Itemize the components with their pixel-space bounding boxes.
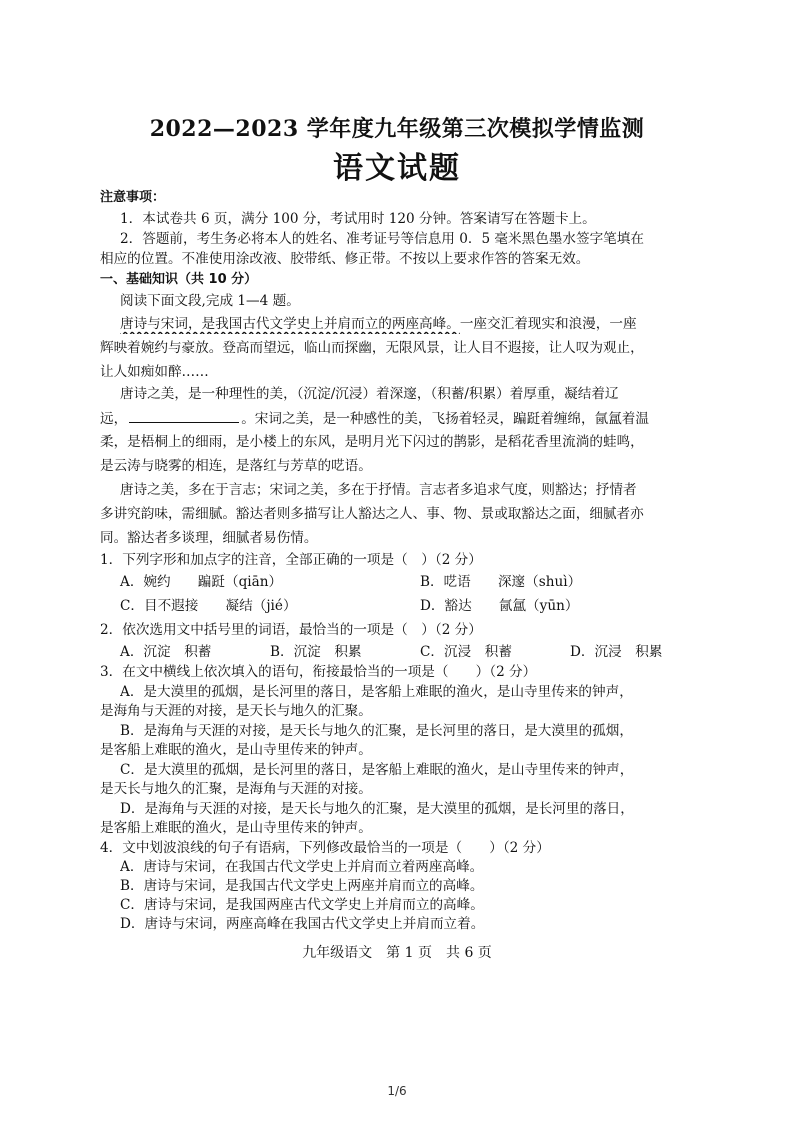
section-instruction: 阅读下面文段,完成 1—4 题。 [120, 293, 300, 309]
question-3-option-c-cont: 是天长与地久的汇聚，是海角与天涯的对接。 [100, 781, 372, 797]
notice-item-2a: 2．答题前，考生务必将本人的姓名、准考证号等信息用 0．5 毫米黑色墨水签字笔填在 [120, 231, 644, 247]
question-2-option-d: D．沉浸 积累 [570, 644, 663, 660]
question-3-option-d: D．是海角与天涯的对接，是天长与地久的汇聚，是大漠里的孤烟，是长河里的落日， [120, 801, 634, 817]
passage-text: 一座交汇着现实和浪漫，一座 [459, 316, 637, 332]
passage-line: 辉映着婉约与豪放。登高而望远，临山而探幽，无限风景，让人目不遐接，让人叹为观止， [100, 340, 644, 356]
notice-item-1: 1．本试卷共 6 页，满分 100 分，考试用时 120 分钟。答案请写在答题卡上。 [120, 211, 596, 227]
passage-line: 同。豁达者多谈理，细腻者易伤情。 [100, 530, 318, 546]
question-3-option-c: C．是大漠里的孤烟，是长河里的落日，是客船上难眠的渔火，是山寺里传来的钟声， [120, 762, 634, 778]
passage-line: 唐诗之美，多在于言志；宋词之美，多在于抒情。言志者多追求气度，则豁达；抒情者 [120, 482, 637, 498]
question-4-option-c: C．唐诗与宋词，是我国两座古代文学史上并肩而立的高峰。 [120, 897, 484, 913]
passage-line: 柔，是梧桐上的细雨，是小楼上的东风，是明月光下闪过的鹊影，是稻花香里流淌的蛙鸣， [100, 434, 644, 450]
question-3-option-b: B．是海角与天涯的对接，是天长与地久的汇聚，是长河里的落日，是大漠里的孤烟， [120, 723, 633, 739]
passage-line [120, 314, 710, 334]
notice-heading: 注意事项： [100, 190, 166, 205]
question-4-stem: 4．文中划波浪线的句子有语病，下列修改最恰当的一项是（ ）（2 分） [100, 840, 550, 856]
question-3-stem: 3．在文中横线上依次填入的语句，衔接最恰当的一项是（ ）（2 分） [100, 664, 537, 680]
question-2-option-c: C．沉浸 积蓄 [420, 644, 512, 660]
question-2-option-a: A．沉淀 积蓄 [120, 644, 212, 660]
exam-subject: 语文试题 [333, 151, 461, 186]
question-2-option-b: B．沉淀 积累 [270, 644, 362, 660]
question-1-option-b: B．呓语 深邃（shuì） [420, 574, 582, 590]
question-4-option-b: B．唐诗与宋词，是我国古代文学史上两座并肩而立的高峰。 [120, 878, 484, 894]
notice-item-2b: 相应的位置。不准使用涂改液、胶带纸、修正带。不按以上要求作答的答案无效。 [100, 251, 590, 267]
question-4-option-a: A．唐诗与宋词，在我国古代文学史上并肩而立着两座高峰。 [120, 859, 484, 875]
fill-in-blank [129, 408, 239, 423]
question-1-option-a: A．婉约 蹁跹（qiān） [120, 574, 283, 590]
question-2-stem: 2．依次选用文中括号里的词语，最恰当的一项是（ ）（2 分） [100, 622, 482, 638]
question-3-option-a: A．是大漠里的孤烟，是长河里的落日，是客船上难眠的渔火，是山寺里传来的钟声， [120, 684, 633, 700]
page-footer: 九年级语文 第 1 页 共 6 页 [302, 945, 492, 961]
question-1-option-c: C．目不遐接 凝结（jié） [120, 598, 297, 614]
section-heading: 一、基础知识（共 10 分） [100, 272, 258, 287]
page-number: 1/6 [387, 1084, 407, 1098]
passage-line: 唐诗之美，是一种理性的美，（沉淀/沉浸）着深邃，（积蓄/积累）着厚重，凝结着辽 [120, 386, 619, 402]
passage-line: 多讲究韵味，需细腻。豁达者则多描写让人豁达之人、事、物、景或取豁达之面，细腻者亦 [100, 506, 644, 522]
passage-line [100, 408, 710, 429]
exam-title: 2022—2023 学年度九年级第三次模拟学情监测 [149, 116, 645, 142]
passage-line: 让人如痴如醉…… [100, 364, 209, 380]
question-4-option-d: D．唐诗与宋词，两座高峰在我国古代文学史上并肩而立着。 [120, 916, 485, 932]
passage-line: 是云涛与晓雾的相连，是落红与芳草的呓语。 [100, 458, 372, 474]
question-1-option-d: D．豁达 氤氲（yūn） [420, 598, 579, 614]
question-3-option-d-cont: 是客船上难眠的渔火，是山寺里传来的钟声。 [100, 820, 372, 836]
passage-text: 。宋词之美，是一种感性的美，飞扬着轻灵，蹁跹着缠绵，氤氲着温 [241, 411, 649, 427]
passage-text: 远， [100, 411, 128, 427]
question-3-option-a-cont: 是海角与天涯的对接，是天长与地久的汇聚。 [100, 703, 372, 719]
wavy-underlined-sentence: 唐诗与宋词，是我国古代文学史上并肩而立的两座高峰。 [120, 316, 460, 332]
question-1-stem: 1．下列字形和加点字的注音，全部正确的一项是（ ）（2 分） [100, 552, 482, 568]
question-3-option-b-cont: 是客船上难眠的渔火，是山寺里传来的钟声。 [100, 742, 372, 758]
